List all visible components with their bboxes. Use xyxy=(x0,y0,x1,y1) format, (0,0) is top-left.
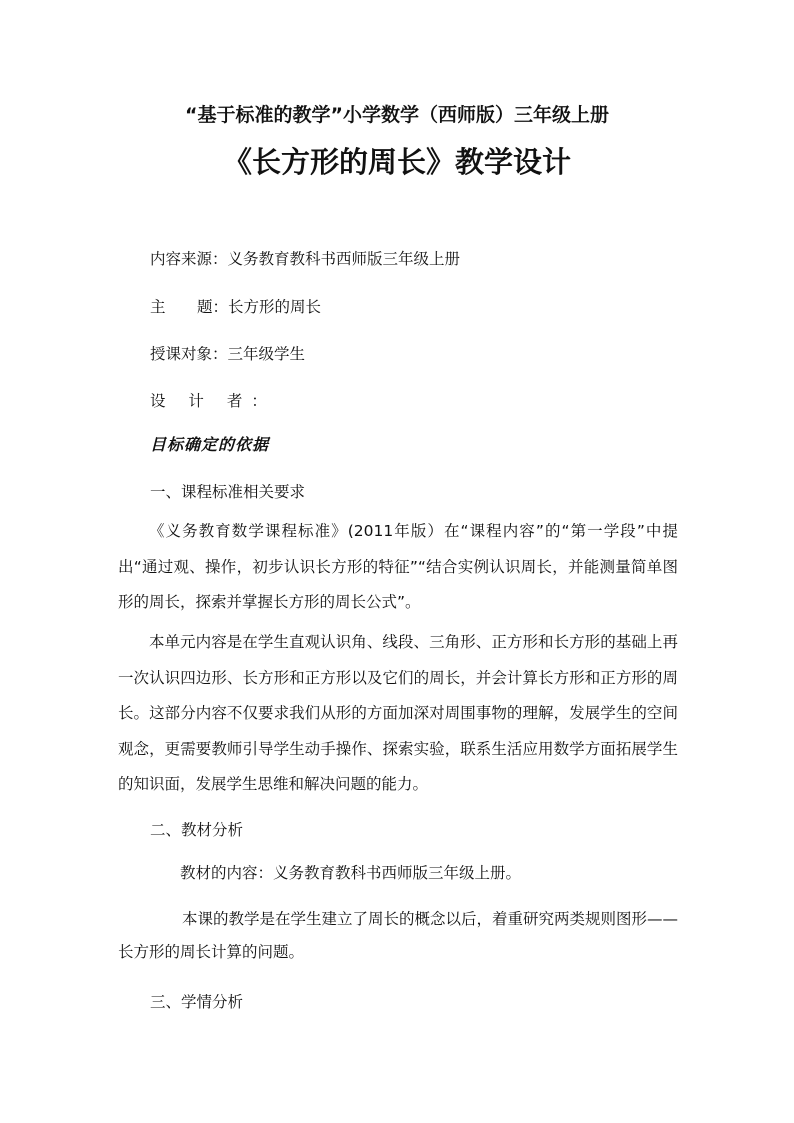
section-heading-basis: 目标确定的依据 xyxy=(150,435,270,454)
info-designer-row xyxy=(150,389,276,411)
topic-value: 长方形的周长 xyxy=(228,298,322,316)
audience-label: 授课对象： xyxy=(150,345,228,363)
topic-label-char2: 题： xyxy=(197,298,229,316)
section2-paragraph2: 本课的教学是在学生建立了周长的概念以后，着重研究两类规则图形——长方形的周长计算的问题。 xyxy=(118,910,679,961)
info-topic-row xyxy=(150,295,321,317)
audience-value: 三年级学生 xyxy=(227,345,306,363)
designer-label: 设 计 者： xyxy=(150,392,276,410)
topic-label-char1: 主 xyxy=(150,298,166,316)
section2-paragraph1: 教材的内容：义务教育教科书西师版三年级上册。 xyxy=(180,864,522,882)
source-label: 内容来源： xyxy=(150,250,228,268)
section1-paragraph2: 本单元内容是在学生直观认识角、线段、三角形、正方形和长方形的基础上再一次认识四边形、长方形和正方形以及它们的周长，并会计算长方形和正方形的周长。这部分内容不仅要求我们从形的方面加深对周围事物的理解，发展学生的空间观念，更需要教师引导学生动手操作、探索实验，联系生活应用数学方面拓展学生的知识面，发展学生思维和解决问题的能力。 xyxy=(118,633,678,793)
document-title: 《长方形的周长》教学设计 xyxy=(222,145,571,179)
section2-heading: 二、教材分析 xyxy=(150,821,244,839)
info-source-row xyxy=(150,247,460,269)
info-audience-row xyxy=(150,342,305,364)
section1-paragraph1: 《义务教育数学课程标准》(2011年版）在“课程内容”的“第一学段”中提出“通过观、操作，初步认识长方形的特征”“结合实例认识周长，并能测量简单图形的周长，探索并掌握长方形的周长公式”。 xyxy=(118,522,678,611)
section3-heading: 三、学情分析 xyxy=(150,993,244,1011)
section1-heading: 一、课程标准相关要求 xyxy=(150,483,306,501)
document-subtitle: “基于标准的教学”小学数学（西师版）三年级上册 xyxy=(185,104,609,126)
source-value: 义务教育教科书西师版三年级上册 xyxy=(227,250,461,268)
